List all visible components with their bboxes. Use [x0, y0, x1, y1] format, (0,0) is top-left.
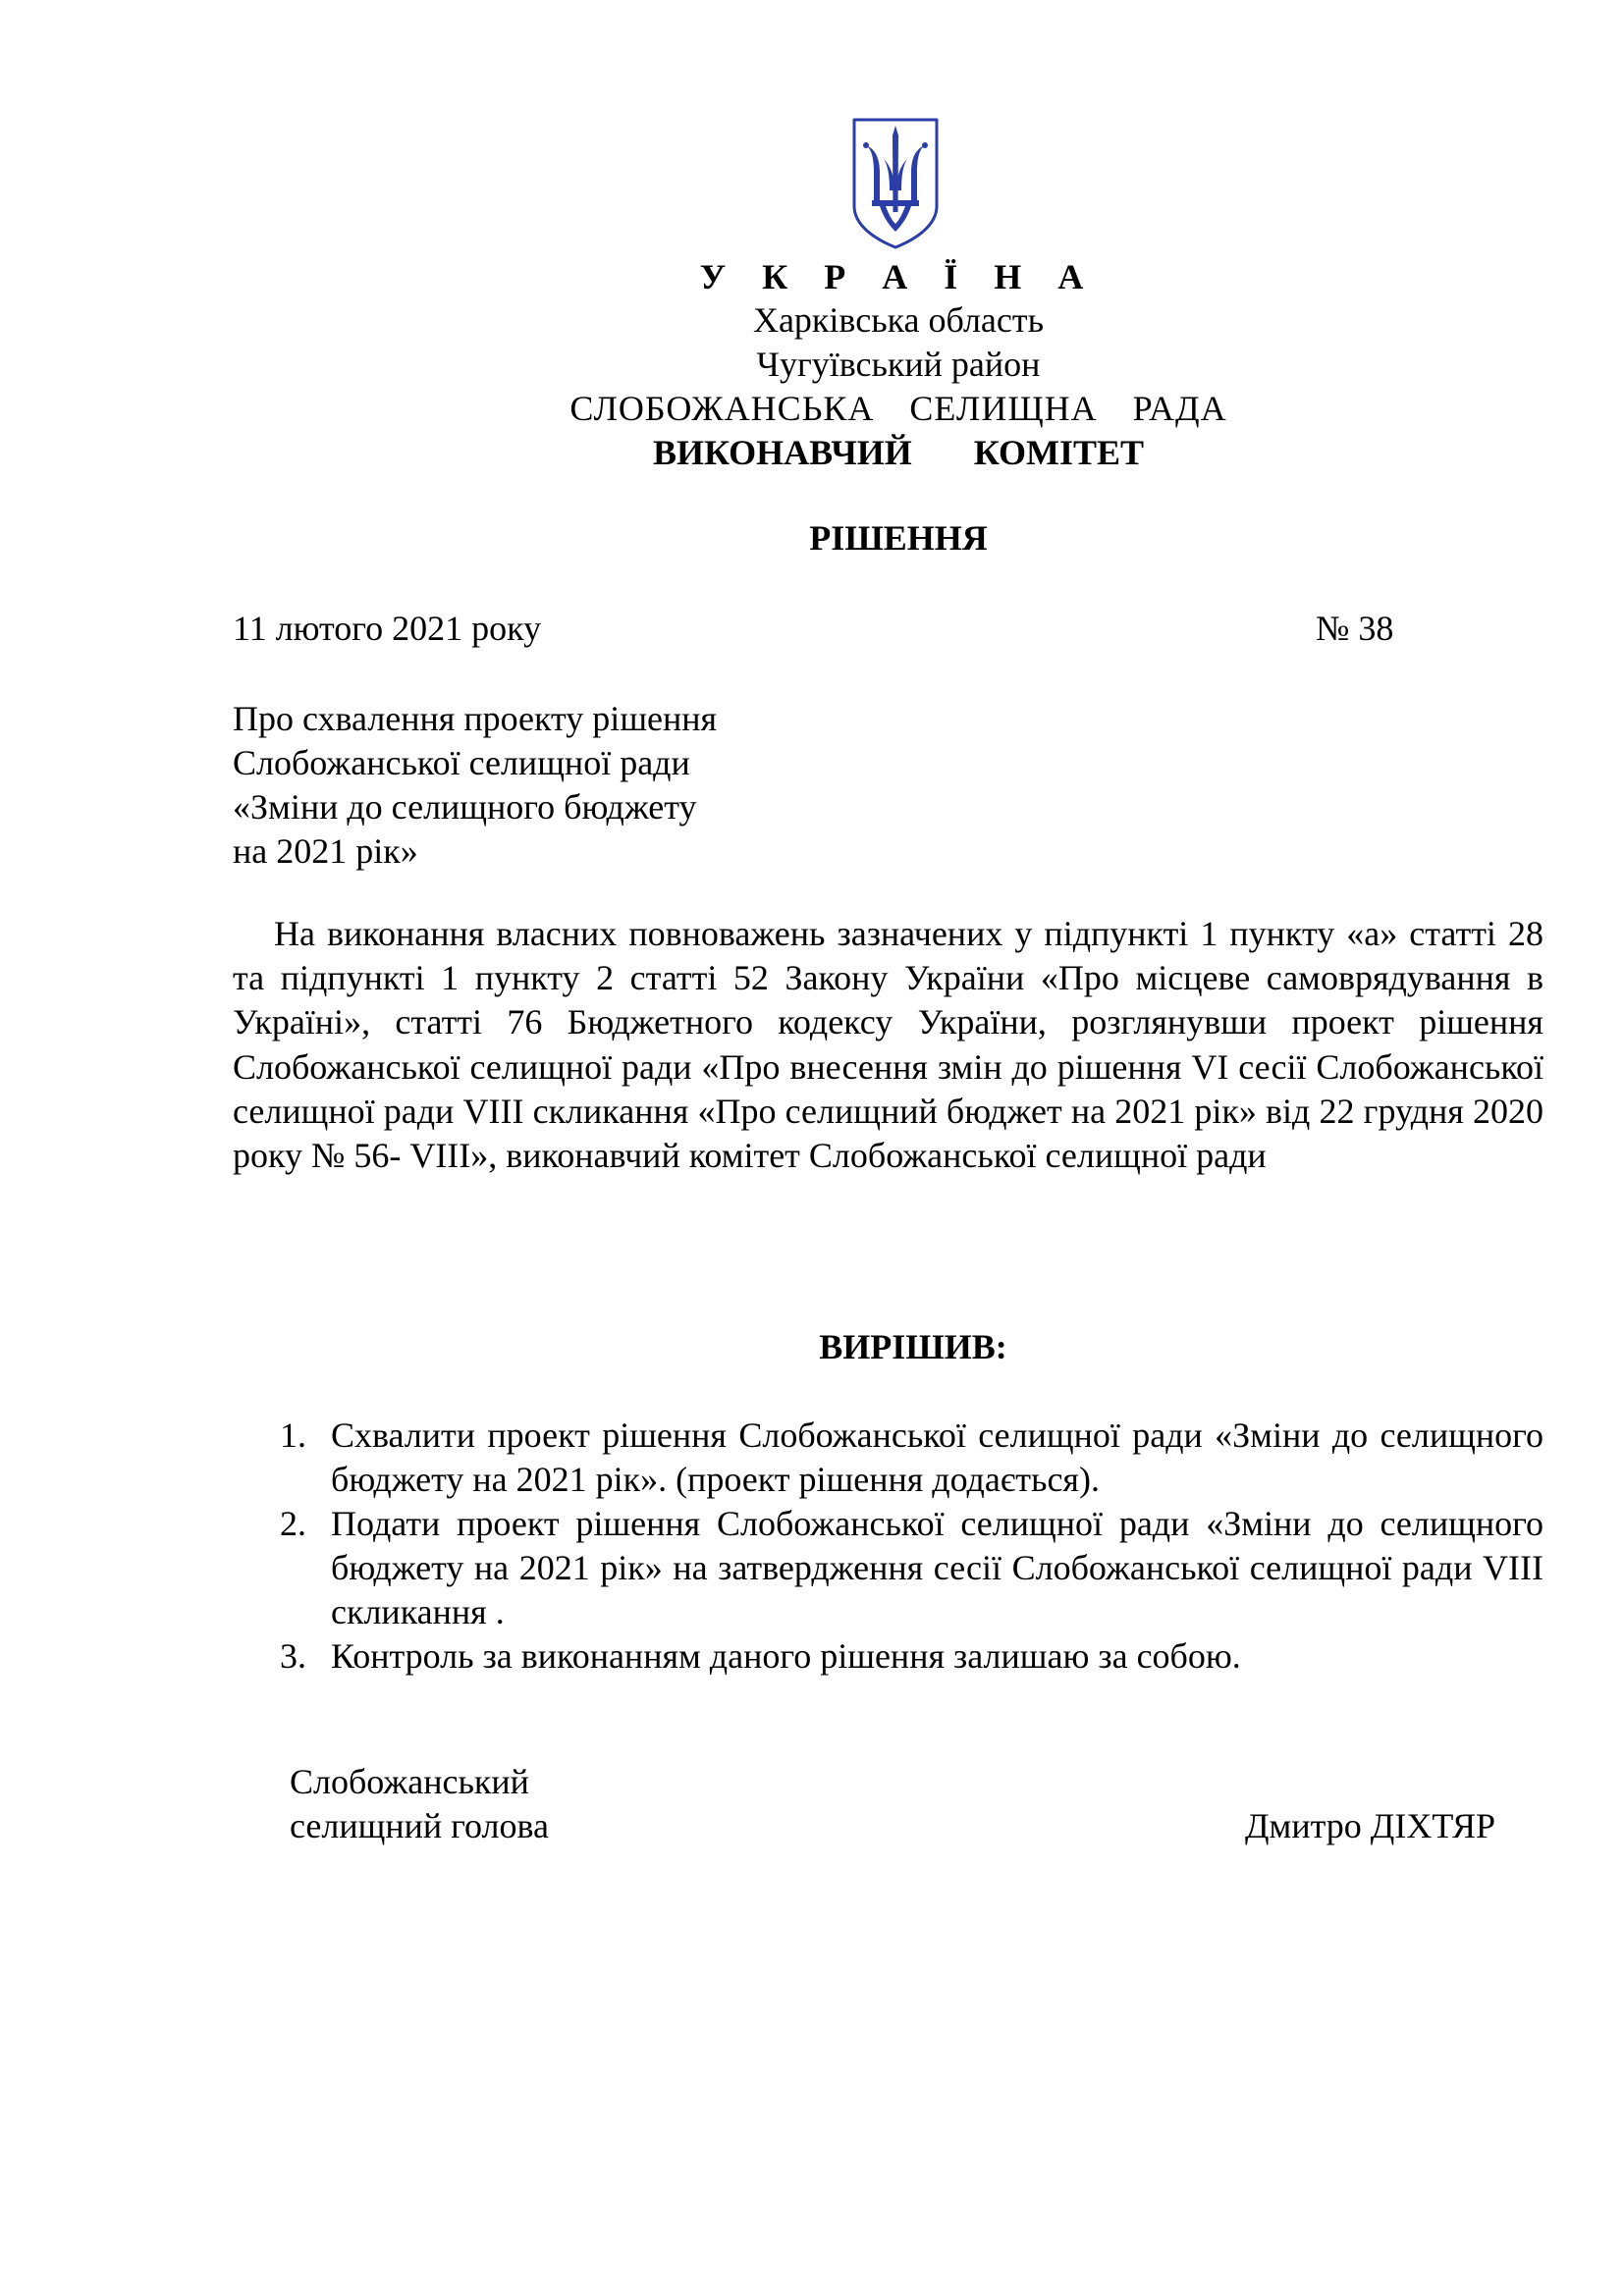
decision-number: 1. [280, 1415, 306, 1455]
subject-line: «Зміни до селищного бюджету [233, 787, 697, 827]
raion-name: Чугуївський район [756, 345, 1041, 384]
decision-item [280, 1502, 1543, 1634]
decision-number: 2. [280, 1504, 306, 1543]
document-number: № 38 [1316, 609, 1394, 648]
country-name: У К Р А Ї Н А [699, 257, 1098, 296]
decision-text: Подати проект рішення Слобожанської селищної ради «Зміни до селищного бюджету на 2021 рік» на затвердження сесії Слобожанської селищної ради VIII скликання . [331, 1504, 1543, 1631]
document-date: 11 лютого 2021 року [233, 609, 542, 648]
subject-line: Про схвалення проекту рішення [233, 699, 718, 738]
document-title: РІШЕННЯ [809, 518, 988, 558]
decision-number: 3. [280, 1636, 306, 1676]
decision-text: Схвалити проект рішення Слобожанської селищної ради «Зміни до селищного бюджету на 2021 рік». (проект рішення додається). [331, 1415, 1543, 1499]
signatory-title-line: селищний голова [290, 1806, 550, 1845]
oblast-name: Харківська область [752, 300, 1045, 340]
subject-line: Слобожанської селищної ради [233, 743, 690, 782]
decided-heading: ВИРІШИВ: [819, 1327, 1007, 1366]
coat-of-arms-icon [850, 116, 941, 249]
decision-item [280, 1414, 1543, 1502]
signatory-name: Дмитро ДІХТЯР [1245, 1806, 1495, 1845]
preamble-paragraph: На виконання власних повноважень зазначених у підпункті 1 пункту «а» статті 28 та підпункті 1 пункту 2 статті 52 Закону України «Про місцеве самоврядування в Україні», статті 76 Бюджетного кодексу України, розглянувши проект рішення Слобожанської селищної ради «Про внесення змін до рішення VI сесії Слобожанської селищної ради VIII скликання «Про селищний бюджет на 2021 рік» від 22 грудня 2020 року № 56- VIII», виконавчий комітет Слобожанської селищної ради [233, 914, 1543, 1176]
decisions-list [280, 1414, 1543, 1679]
signatory-title-line: Слобожанський [290, 1762, 529, 1801]
subject-line: на 2021 рік» [233, 831, 418, 871]
decision-text: Контроль за виконанням даного рішення залишаю за собою. [331, 1636, 1241, 1676]
decision-item [280, 1634, 1543, 1679]
signatory-title [290, 1760, 549, 1848]
document-subject [233, 697, 717, 874]
executive-committee: ВИКОНАВЧИЙ КОМІТЕТ [652, 433, 1145, 472]
council-name: СЛОБОЖАНСЬКА СЕЛИЩНА РАДА [569, 389, 1227, 428]
